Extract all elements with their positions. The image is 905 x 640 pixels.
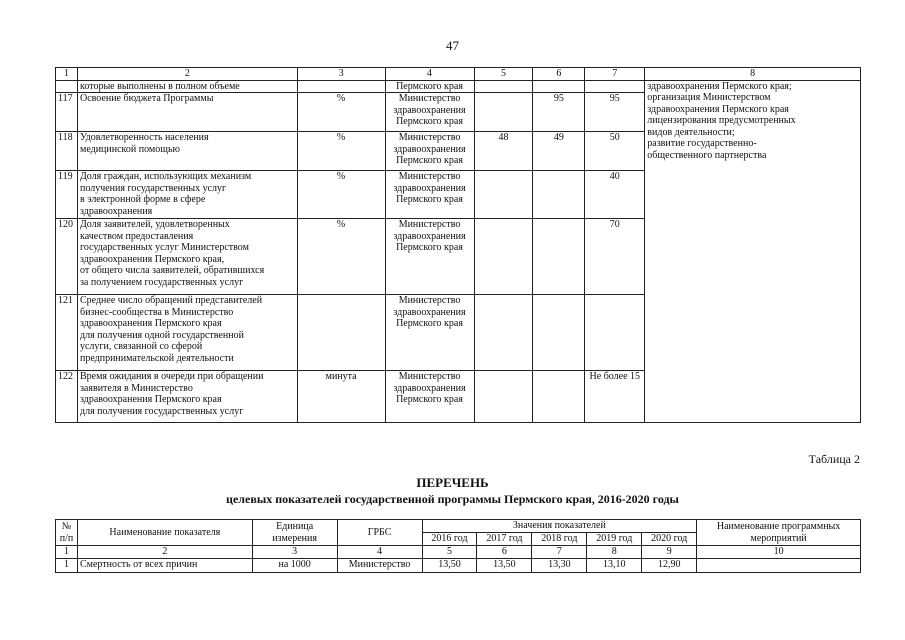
- org-cell: Министерство здравоохранения Пермского края: [385, 171, 474, 219]
- row-number: 121: [56, 295, 78, 371]
- col-num: 6: [477, 546, 532, 559]
- indicators-table-continued: [55, 67, 861, 423]
- org-cell: Министерство здравоохранения Пермского края: [385, 371, 474, 423]
- col-num: 2: [77, 546, 252, 559]
- value-cell: 13,50: [477, 558, 532, 572]
- col-num: 7: [532, 546, 587, 559]
- header-num: № п/п: [56, 520, 78, 546]
- value-cell: [533, 171, 585, 219]
- table-caption: Таблица 2: [808, 452, 860, 466]
- indicator-name: Время ожидания в очереди при обращении заявителя в Министерство здравоохранения Пермского края для получения государственных услуг: [77, 371, 297, 423]
- column-number-row: [56, 546, 861, 559]
- col-num: 9: [642, 546, 697, 559]
- org-cell: Министерство здравоохранения Пермского края: [385, 295, 474, 371]
- header-row: [56, 520, 861, 533]
- header-values: Значения показателей: [422, 520, 697, 533]
- header-year: 2019 год: [587, 533, 642, 546]
- header-name: Наименование показателя: [77, 520, 252, 546]
- col-num: 3: [297, 68, 385, 81]
- events-cell: здравоохранения Пермского края; организация Министерством здравоохранения Пермского края лицензирования предусмотренных видов деятельности; развитие государственно- общественного партнерства: [645, 80, 861, 423]
- list-subtitle: целевых показателей государственной программы Пермского края, 2016-2020 годы: [226, 492, 679, 506]
- col-num: 4: [337, 546, 422, 559]
- row-number: 122: [56, 371, 78, 423]
- value-cell: 70: [585, 219, 645, 295]
- value-cell: 13,30: [532, 558, 587, 572]
- value-cell: [533, 219, 585, 295]
- col-num: 1: [56, 68, 78, 81]
- unit-cell: %: [297, 93, 385, 132]
- col-num: 3: [252, 546, 337, 559]
- unit-cell: [297, 295, 385, 371]
- indicator-name: Удовлетворенность населения медицинской помощью: [77, 132, 297, 171]
- value-cell: 95: [585, 93, 645, 132]
- col-num: 7: [585, 68, 645, 81]
- unit-cell: %: [297, 132, 385, 171]
- col-num: 4: [385, 68, 474, 81]
- value-cell: [474, 219, 533, 295]
- table-row-continued: [56, 80, 861, 93]
- row-number: 118: [56, 132, 78, 171]
- col-num: 2: [77, 68, 297, 81]
- col-num: 8: [645, 68, 861, 81]
- col-num: 10: [697, 546, 861, 559]
- list-title: ПЕРЕЧЕНЬ: [416, 475, 489, 490]
- org-cell: Министерство здравоохранения Пермского края: [385, 219, 474, 295]
- value-cell: [474, 93, 533, 132]
- page-number: 47: [446, 38, 459, 53]
- table-row: [56, 558, 861, 572]
- target-indicators-table: [55, 519, 861, 573]
- header-year: 2017 год: [477, 533, 532, 546]
- events-cell: [697, 558, 861, 572]
- value-cell: 12,90: [642, 558, 697, 572]
- row-number: 119: [56, 171, 78, 219]
- col-num: 5: [422, 546, 477, 559]
- header-unit: Единица измерения: [252, 520, 337, 546]
- unit-cell: минута: [297, 371, 385, 423]
- value-cell: 49: [533, 132, 585, 171]
- org-cell: Министерство здравоохранения Пермского края: [385, 132, 474, 171]
- value-cell: [533, 295, 585, 371]
- indicator-name: Среднее число обращений представителей бизнес-сообщества в Министерство здравоохранения Пермского края для получения одной государственной услуги, связанной со сферой предпринимательской деятельности: [77, 295, 297, 371]
- unit-cell: %: [297, 219, 385, 295]
- org-cell: Пермского края: [385, 80, 474, 93]
- indicator-name: которые выполнены в полном объеме: [77, 80, 297, 93]
- value-cell: [585, 295, 645, 371]
- value-cell: Не более 15: [585, 371, 645, 423]
- value-cell: [533, 371, 585, 423]
- col-num: 1: [56, 546, 78, 559]
- value-cell: [474, 171, 533, 219]
- row-number: 117: [56, 93, 78, 132]
- header-year: 2018 год: [532, 533, 587, 546]
- value-cell: 50: [585, 132, 645, 171]
- col-num: 8: [587, 546, 642, 559]
- value-cell: 95: [533, 93, 585, 132]
- value-cell: [474, 295, 533, 371]
- header-events: Наименование программных мероприятий: [697, 520, 861, 546]
- header-year: 2020 год: [642, 533, 697, 546]
- row-number: 120: [56, 219, 78, 295]
- org-cell: Министерство здравоохранения Пермского края: [385, 93, 474, 132]
- header-grbs: ГРБС: [337, 520, 422, 546]
- value-cell: [474, 371, 533, 423]
- indicator-name: Смертность от всех причин: [77, 558, 252, 572]
- grbs-cell: Министерство: [337, 558, 422, 572]
- indicator-name: Доля заявителей, удовлетворенных качеством предоставления государственных услуг Министерством здравоохранения Пермского края, от общего числа заявителей, обратившихся за получением государственных услуг: [77, 219, 297, 295]
- value-cell: 13,10: [587, 558, 642, 572]
- value-cell: 13,50: [422, 558, 477, 572]
- row-number: 1: [56, 558, 78, 572]
- indicator-name: Освоение бюджета Программы: [77, 93, 297, 132]
- col-num: 6: [533, 68, 585, 81]
- col-num: 5: [474, 68, 533, 81]
- value-cell: 40: [585, 171, 645, 219]
- unit-cell: на 1000: [252, 558, 337, 572]
- column-number-row: [56, 68, 861, 81]
- indicator-name: Доля граждан, использующих механизм получения государственных услуг в электронной форме в сфере здравоохранения: [77, 171, 297, 219]
- unit-cell: %: [297, 171, 385, 219]
- value-cell: 48: [474, 132, 533, 171]
- header-year: 2016 год: [422, 533, 477, 546]
